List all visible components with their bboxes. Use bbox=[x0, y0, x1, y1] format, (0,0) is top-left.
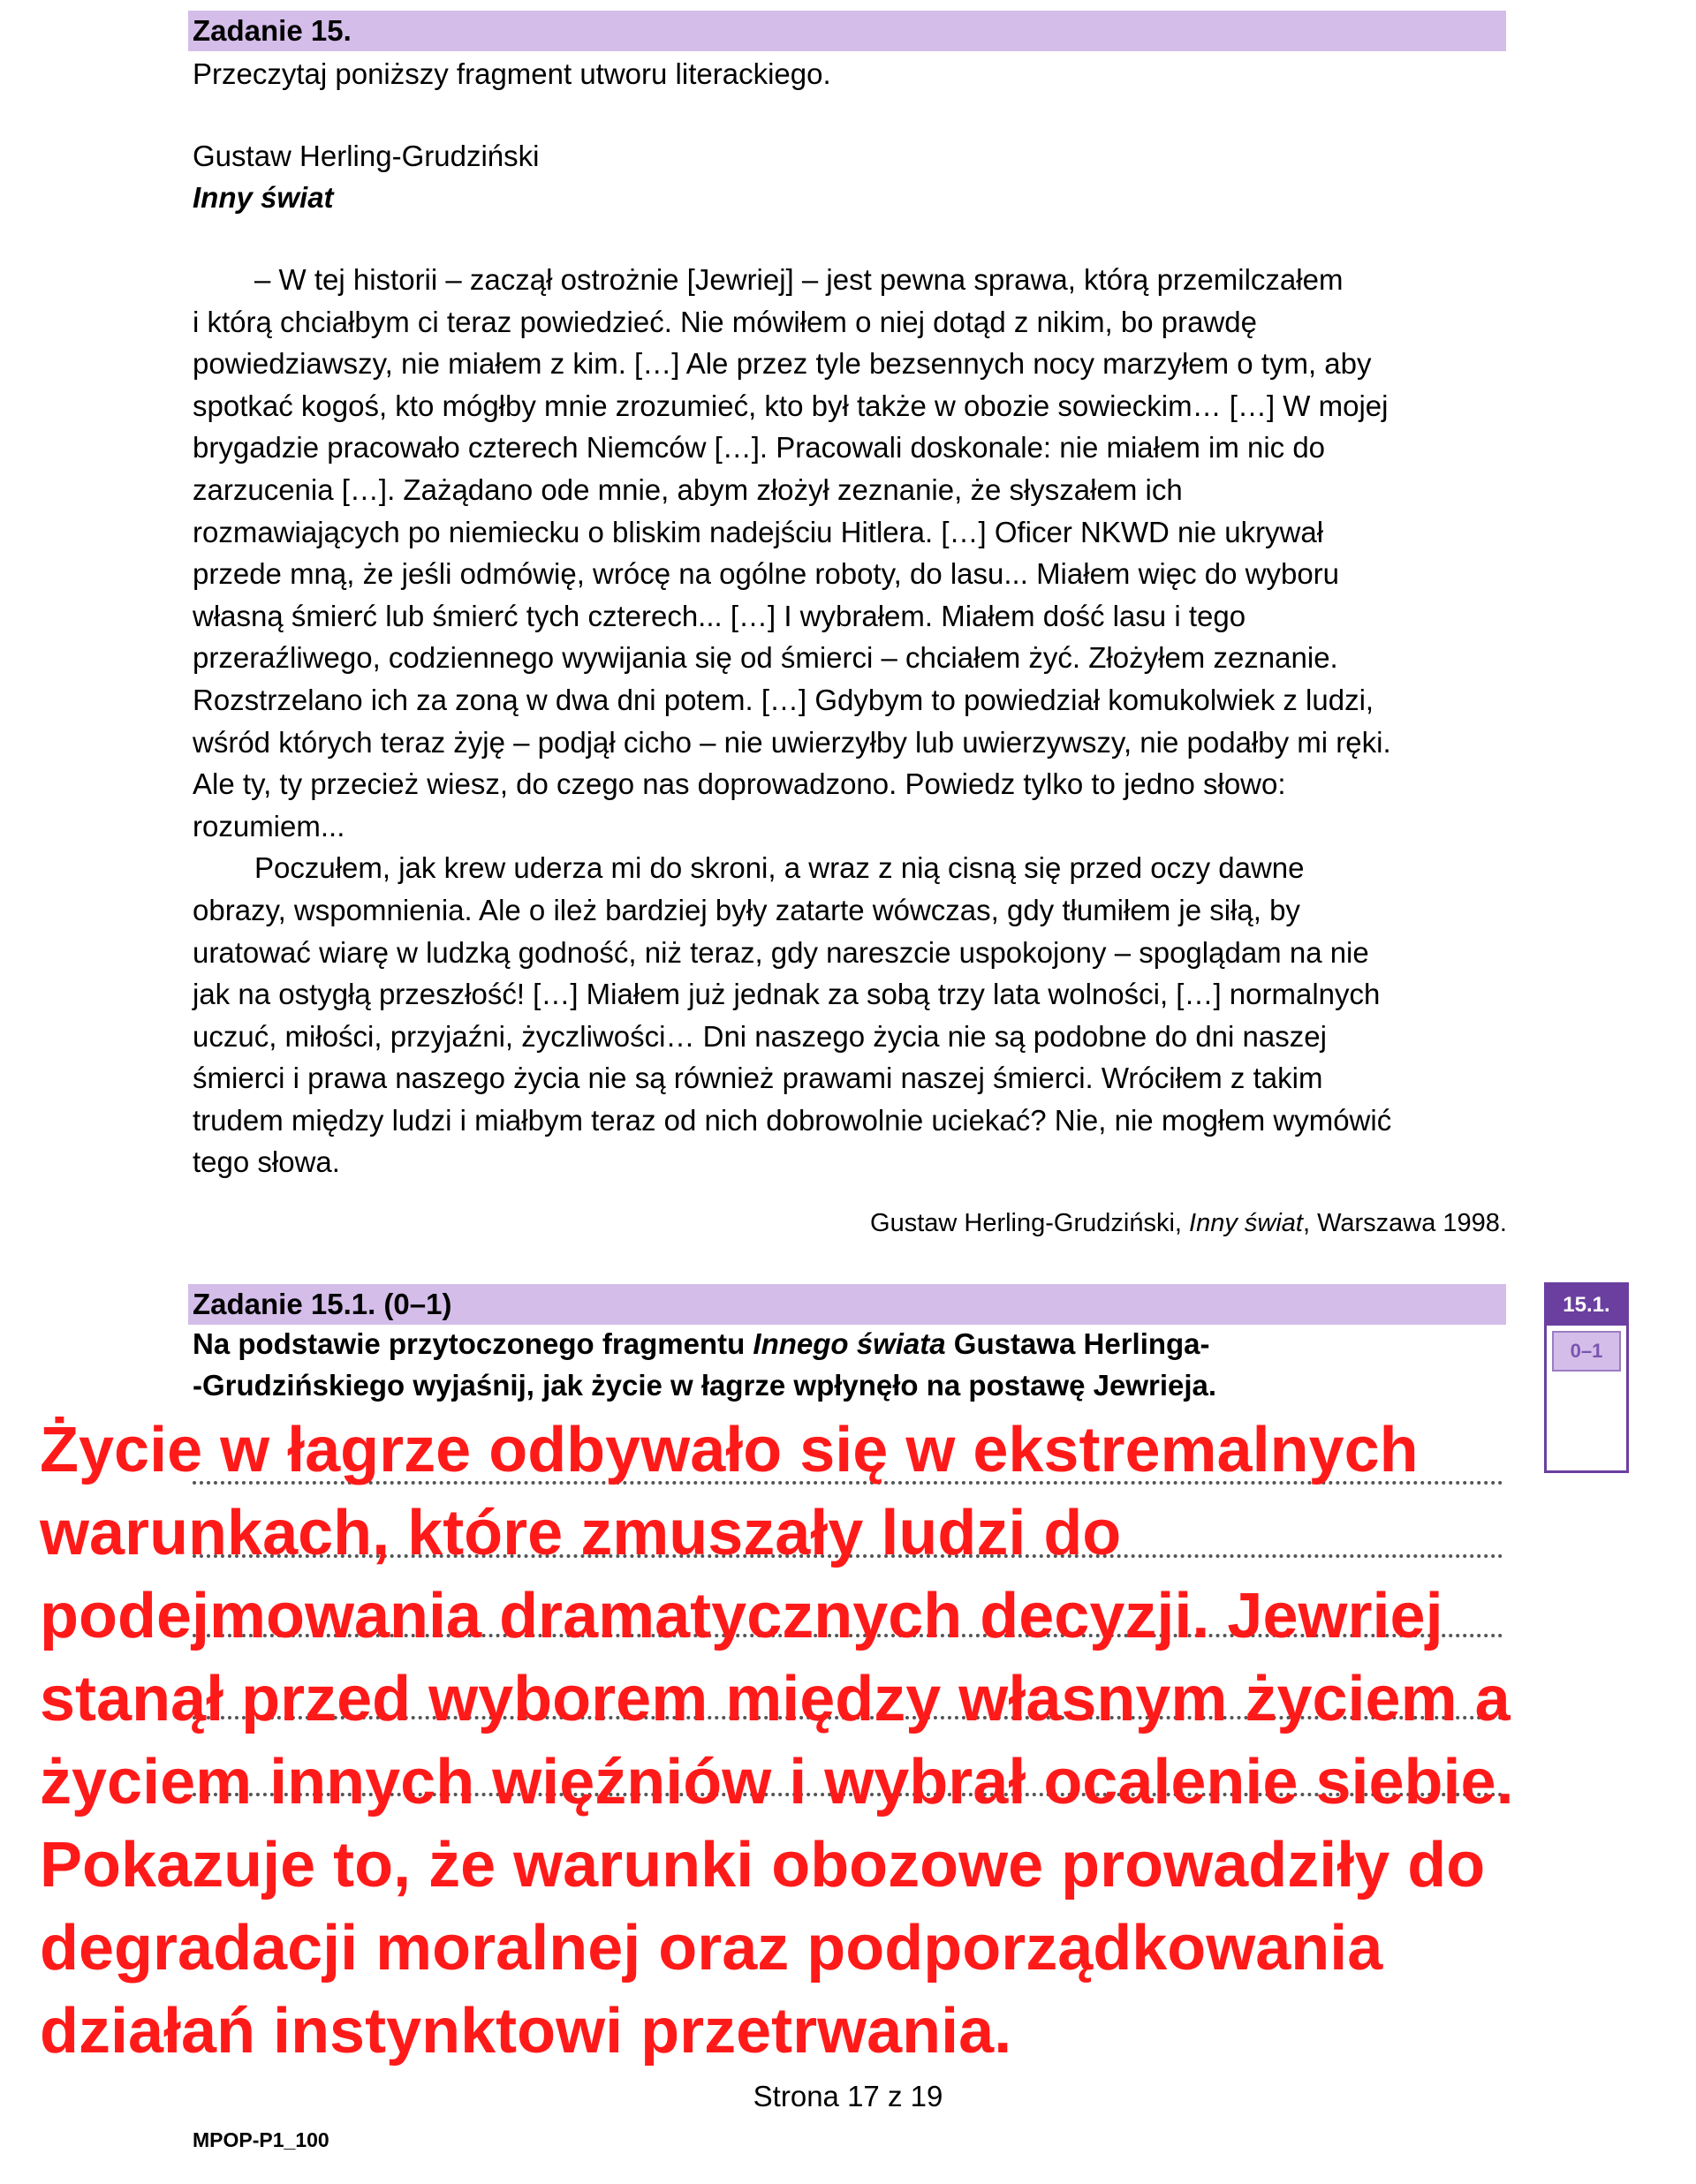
passage-line: brygadzie pracowało czterech Niemców […]. Pracowali doskonale: nie miałem im nic do bbox=[193, 431, 1326, 465]
passage-line: śmierci i prawa naszego życia nie są również prawami naszej śmierci. Wróciłem z takim bbox=[193, 1062, 1323, 1095]
work-title: Inny świat bbox=[193, 181, 334, 214]
literary-passage bbox=[193, 259, 1518, 1183]
source-title: Inny świat bbox=[1189, 1209, 1303, 1237]
passage-line: własną śmierć lub śmierć tych czterech... […] I wybrałem. Miałem dość lasu i tego bbox=[193, 599, 1246, 632]
passage-line: uczuć, miłości, przyjaźni, życzliwości… Dni naszego życia nie są podobne do dni naszej bbox=[193, 1019, 1327, 1053]
exam-code: MPOP-P1_100 bbox=[193, 2128, 329, 2151]
passage-line: rozmawiających po niemiecku o bliskim nadejściu Hitlera. […] Oficer NKWD nie ukrywał bbox=[193, 515, 1324, 548]
passage-line: spotkać kogoś, kto mógłby mnie zrozumieć, kto był także w obozie sowieckim… […] W mojej bbox=[193, 389, 1389, 422]
source-author: Gustaw Herling-Grudziński, bbox=[870, 1209, 1190, 1237]
passage-line: i którą chciałbym ci teraz powiedzieć. Nie mówiłem o niej dotąd z nikim, bo prawdę bbox=[193, 305, 1257, 338]
instruction-italic-title: Innego świata bbox=[753, 1327, 946, 1360]
passage-line: przeraźliwego, codziennego wywijania się od śmierci – chciałem żyć. Złożyłem zeznanie. bbox=[193, 641, 1338, 675]
answer-line: życiem innych więźniów i wybrał ocalenie siebie. bbox=[40, 1747, 1514, 1817]
passage-line: Rozstrzelano ich za zoną w dwa dni potem. […] Gdybym to powiedział komukolwiek z ludzi, bbox=[193, 683, 1374, 716]
passage-line: rozumiem... bbox=[193, 809, 345, 843]
subtask-instruction bbox=[193, 1323, 1216, 1406]
passage-line: trudem między ludzi i miałbym teraz od nich dobrowolnie uciekać? Nie, nie mogłem wymówić bbox=[193, 1103, 1392, 1137]
passage-line: zarzucenia […]. Zażądano ode mnie, abym złożył zeznanie, że słyszałem ich bbox=[193, 472, 1183, 506]
instruction-line-2: -Grudzińskiego wyjaśnij, jak życie w łagrze wpłynęło na postawę Jewrieja. bbox=[193, 1369, 1217, 1402]
answer-line: warunkach, które zmuszały ludzi do bbox=[40, 1498, 1122, 1568]
passage-line: obrazy, wspomnienia. Ale o ileż bardziej były zatarte wówczas, gdy tłumiłem je siłą, by bbox=[193, 893, 1300, 926]
passage-line: Ale ty, ty przecież wiesz, do czego nas doprowadzono. Powiedz tylko to jedno słowo: bbox=[193, 767, 1286, 801]
answer-line: działań instynktowi przetrwania. bbox=[40, 1996, 1012, 2067]
instruction-part-a: Na podstawie przytoczonego fragmentu bbox=[193, 1327, 753, 1360]
page-number: Strona 17 z 19 bbox=[753, 2080, 943, 2112]
work-author: Gustaw Herling-Grudziński bbox=[193, 140, 540, 172]
passage-line: uratować wiarę w ludzką godność, niż teraz, gdy nareszcie uspokojony – spoglądam na nie bbox=[193, 935, 1369, 969]
passage-line: powiedziawszy, nie miałem z kim. […] Ale przez tyle bezsennych nocy marzyłem o tym, aby bbox=[193, 347, 1372, 381]
score-range: 0–1 bbox=[1552, 1331, 1621, 1372]
answer-line: Życie w łagrze odbywało się w ekstremalnych bbox=[40, 1415, 1419, 1485]
student-answer bbox=[40, 1409, 1683, 2073]
task-header-bar bbox=[188, 11, 1506, 51]
passage-line: Poczułem, jak krew uderza mi do skroni, a wraz z nią cisną się przed oczy dawne bbox=[254, 851, 1305, 885]
task-header: Zadanie 15. bbox=[193, 14, 352, 47]
answer-line: stanął przed wyborem między własnym życiem a bbox=[40, 1664, 1510, 1734]
passage-line: jak na ostygłą przeszłość! […] Miałem już jednak za sobą trzy lata wolności, […] normalnych bbox=[193, 978, 1381, 1011]
passage-line: – W tej historii – zaczął ostrożnie [Jewriej] – jest pewna sprawa, którą przemilczałem bbox=[254, 263, 1344, 296]
answer-line: podejmowania dramatycznych decyzji. Jewriej bbox=[40, 1581, 1443, 1651]
instruction-part-b: Gustawa Herlinga- bbox=[945, 1327, 1210, 1360]
answer-line: Pokazuje to, że warunki obozowe prowadziły do bbox=[40, 1830, 1486, 1901]
source-rest: , Warszawa 1998. bbox=[1302, 1209, 1507, 1237]
passage-source bbox=[870, 1205, 1507, 1241]
passage-line: wśród których teraz żyję – podjął cicho – nie uwierzyłby lub uwierzywszy, nie podałby mi ręki. bbox=[193, 725, 1391, 759]
passage-line: przede mną, że jeśli odmówię, wrócę na ogólne roboty, do lasu... Miałem więc do wyboru bbox=[193, 557, 1340, 591]
passage-line: tego słowa. bbox=[193, 1145, 340, 1179]
score-label: 15.1. bbox=[1547, 1285, 1626, 1326]
task-instruction: Przeczytaj poniższy fragment utworu literackiego. bbox=[193, 57, 831, 90]
subtask-header: Zadanie 15.1. (0–1) bbox=[193, 1288, 452, 1320]
answer-line: degradacji moralnej oraz podporządkowania bbox=[40, 1913, 1383, 1984]
